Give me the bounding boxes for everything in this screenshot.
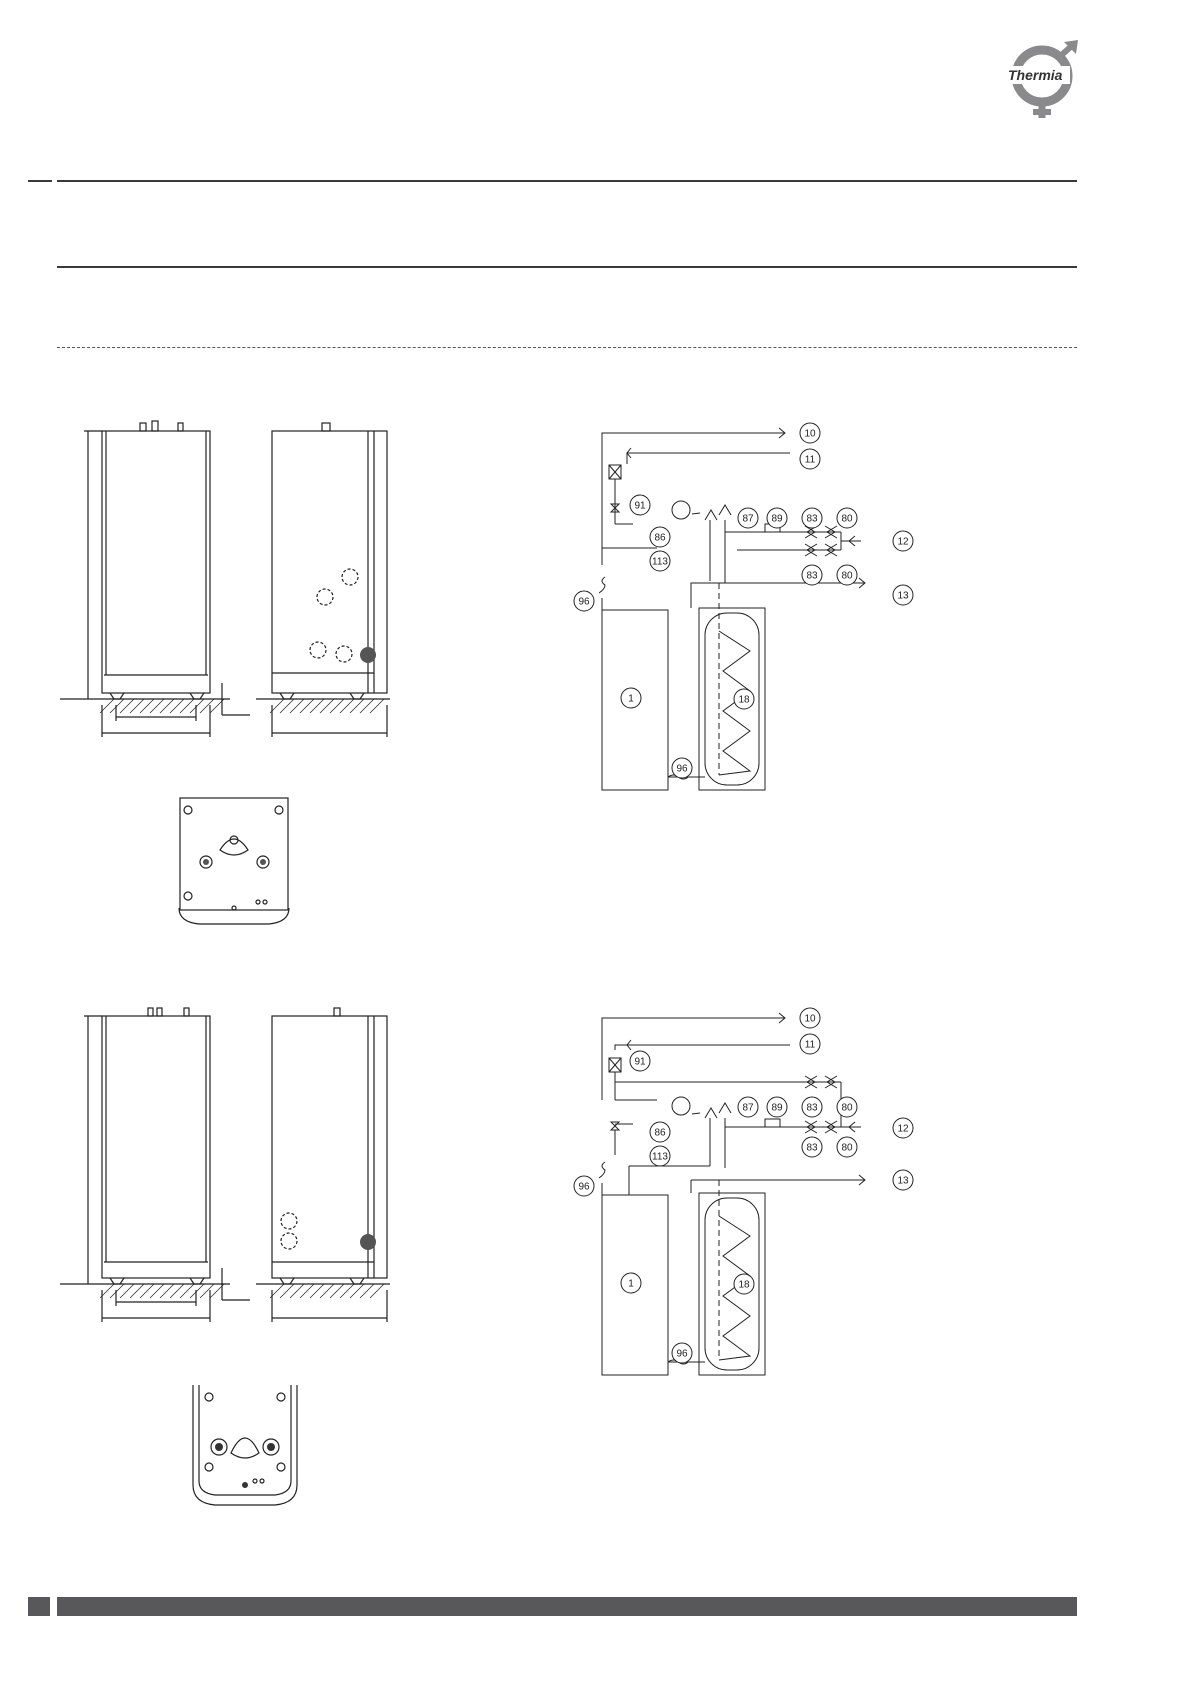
- schematic-bottom-callout-label: 91: [634, 1056, 646, 1068]
- unit-elevation-bottom: [60, 1000, 420, 1330]
- schematic-top-callout-label: 96: [676, 763, 688, 775]
- schematic-top-callout-label: 80: [841, 513, 853, 525]
- thermia-logo-mark: [1000, 40, 1090, 120]
- schematic-bottom-callout-label: 86: [654, 1127, 666, 1139]
- footer-page-marker: [28, 1597, 50, 1616]
- section-dashed-rule: [57, 347, 1077, 348]
- schematic-top-callout-label: 12: [897, 536, 909, 548]
- schematic-top-callout-label: 113: [652, 556, 668, 568]
- schematic-bottom-callout-label: 80: [841, 1142, 853, 1154]
- schematic-bottom-callout-label: 96: [578, 1181, 590, 1193]
- schematic-top-callout-label: 80: [841, 570, 853, 582]
- schematic-top-callout-label: 89: [771, 513, 783, 525]
- schematic-bottom-callout-label: 18: [738, 1279, 750, 1291]
- schematic-bottom-callout-label: 113: [652, 1151, 668, 1163]
- schematic-bottom-callout-label: 83: [806, 1102, 818, 1114]
- schematic-top-callout-label: 13: [897, 590, 909, 602]
- schematic-top-callout-label: 83: [806, 570, 818, 582]
- section-rule: [57, 266, 1077, 268]
- header-rule: [57, 180, 1077, 182]
- schematic-bottom-callout-label: 96: [676, 1348, 688, 1360]
- schematic-bottom-callout-label: 80: [841, 1102, 853, 1114]
- header-rule-left: [28, 180, 52, 182]
- schematic-top-callout-label: 86: [654, 532, 666, 544]
- logo-text: Thermia: [1008, 67, 1063, 83]
- schematic-top-callout-label: 10: [804, 428, 816, 440]
- schematic-bottom-callout-label: 89: [771, 1102, 783, 1114]
- unit-top-view-top: [175, 790, 295, 925]
- schematic-top-callout-label: 83: [806, 513, 818, 525]
- schematic-top-callout-label: 18: [738, 694, 750, 706]
- schematic-bottom-callout-label: 13: [897, 1175, 909, 1187]
- schematic-top-callout-label: 11: [804, 454, 816, 466]
- schematic-bottom-callout-label: 10: [804, 1013, 816, 1025]
- schematic-top: [565, 415, 925, 805]
- unit-elevation-top: [60, 415, 420, 745]
- schematic-bottom-callout-label: 83: [806, 1142, 818, 1154]
- unit-top-view-bottom: [185, 1383, 305, 1508]
- schematic-top-callout-label: 1: [628, 693, 634, 705]
- thermia-logo: [1000, 40, 1090, 120]
- schematic-top-callout-label: 91: [634, 500, 646, 512]
- schematic-bottom: [565, 1000, 925, 1390]
- schematic-bottom-callout-label: 11: [804, 1039, 816, 1051]
- schematic-bottom-callout-label: 87: [742, 1102, 754, 1114]
- schematic-top-callout-label: 96: [578, 596, 590, 608]
- schematic-bottom-callout-label: 1: [628, 1278, 634, 1290]
- schematic-top-callout-label: 87: [742, 513, 754, 525]
- schematic-bottom-callout-label: 12: [897, 1123, 909, 1135]
- footer-bar: [57, 1597, 1077, 1616]
